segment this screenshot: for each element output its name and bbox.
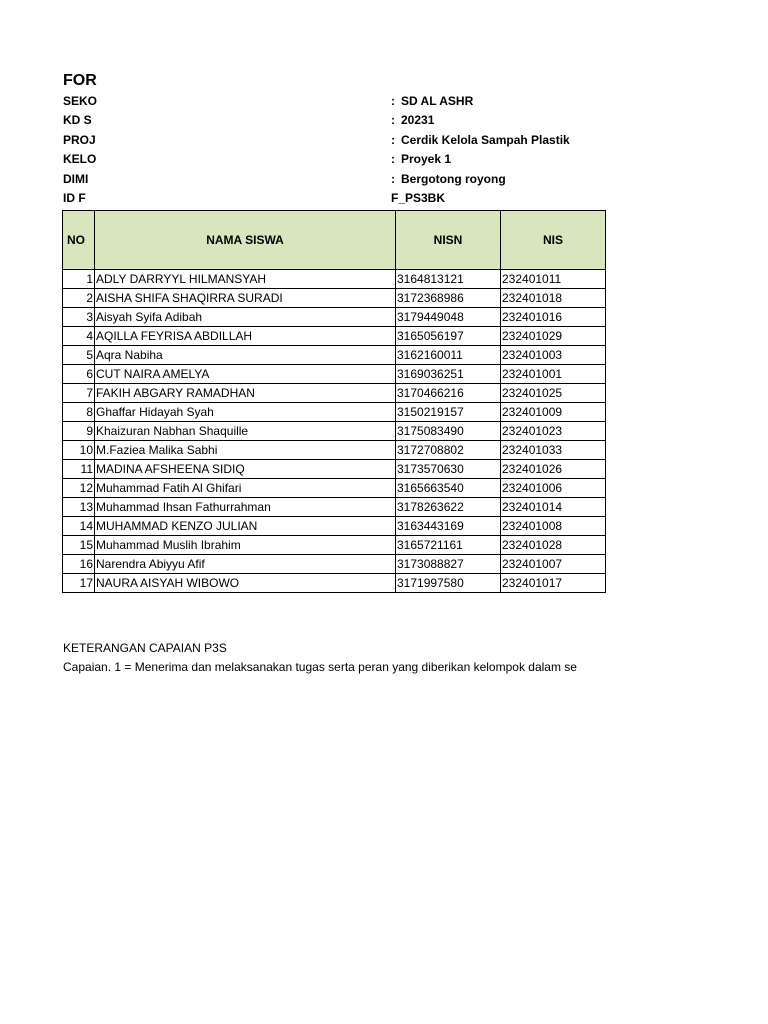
cell-nisn[interactable]: 3172368986 (396, 289, 501, 308)
table-row (63, 365, 606, 384)
cell-no[interactable]: 4 (63, 327, 95, 346)
cell-no[interactable]: 12 (63, 479, 95, 498)
table-row (63, 555, 606, 574)
cell-nisn[interactable]: 3150219157 (396, 403, 501, 422)
cell-no[interactable]: 5 (63, 346, 95, 365)
info-row-school-code (63, 111, 603, 130)
cell-no[interactable]: 7 (63, 384, 95, 403)
form-title: FOR (63, 72, 97, 89)
info-colon: : (391, 94, 395, 108)
cell-no[interactable]: 13 (63, 498, 95, 517)
cell-nis[interactable]: 232401023 (501, 422, 606, 441)
info-label: PROJ (63, 133, 96, 147)
table-row (63, 517, 606, 536)
student-table (62, 210, 606, 593)
cell-no[interactable]: 16 (63, 555, 95, 574)
cell-nisn[interactable]: 3165721161 (396, 536, 501, 555)
cell-name[interactable]: Khaizuran Nabhan Shaquille (95, 422, 396, 441)
cell-name[interactable]: ADLY DARRYYL HILMANSYAH (95, 270, 396, 289)
cell-nis[interactable]: 232401009 (501, 403, 606, 422)
cell-nisn[interactable]: 3170466216 (396, 384, 501, 403)
cell-name[interactable]: CUT NAIRA AMELYA (95, 365, 396, 384)
table-row (63, 460, 606, 479)
info-label: ID F (63, 191, 86, 205)
cell-name[interactable]: Aisyah Syifa Adibah (95, 308, 396, 327)
table-row (63, 479, 606, 498)
cell-no[interactable]: 3 (63, 308, 95, 327)
cell-no[interactable]: 1 (63, 270, 95, 289)
cell-nisn[interactable]: 3164813121 (396, 270, 501, 289)
notes-text: Capaian. 1 = Menerima dan melaksanakan tugas serta peran yang diberikan kelompok dalam se (63, 660, 577, 674)
column-header-nisn[interactable]: NISN (396, 211, 501, 270)
info-value: F_PS3BK (391, 191, 446, 205)
table-row (63, 403, 606, 422)
cell-nisn[interactable]: 3165056197 (396, 327, 501, 346)
cell-nis[interactable]: 232401014 (501, 498, 606, 517)
cell-name[interactable]: FAKIH ABGARY RAMADHAN (95, 384, 396, 403)
table-row (63, 270, 606, 289)
cell-nisn[interactable]: 3162160011 (396, 346, 501, 365)
table-row (63, 327, 606, 346)
cell-nis[interactable]: 232401017 (501, 574, 606, 593)
cell-nisn[interactable]: 3165663540 (396, 479, 501, 498)
info-value: 20231 (401, 113, 435, 127)
cell-name[interactable]: Muhammad Fatih Al Ghifari (95, 479, 396, 498)
cell-nis[interactable]: 232401008 (501, 517, 606, 536)
cell-nis[interactable]: 232401025 (501, 384, 606, 403)
info-label: SEKO (63, 94, 98, 108)
cell-nisn[interactable]: 3173088827 (396, 555, 501, 574)
cell-name[interactable]: Muhammad Ihsan Fathurrahman (95, 498, 396, 517)
table-header-row (63, 211, 606, 270)
table-row (63, 346, 606, 365)
cell-nisn[interactable]: 3163443169 (396, 517, 501, 536)
cell-no[interactable]: 8 (63, 403, 95, 422)
cell-nis[interactable]: 232401029 (501, 327, 606, 346)
cell-name[interactable]: MADINA AFSHEENA SIDIQ (95, 460, 396, 479)
cell-nisn[interactable]: 3169036251 (396, 365, 501, 384)
table-body (63, 270, 606, 593)
info-value: Bergotong royong (401, 172, 506, 186)
info-colon: : (391, 113, 395, 127)
cell-nis[interactable]: 232401007 (501, 555, 606, 574)
cell-nisn[interactable]: 3178263622 (396, 498, 501, 517)
cell-nisn[interactable]: 3179449048 (396, 308, 501, 327)
info-value: Cerdik Kelola Sampah Plastik (401, 133, 570, 147)
cell-name[interactable]: Muhammad Muslih Ibrahim (95, 536, 396, 555)
table-row (63, 441, 606, 460)
cell-no[interactable]: 15 (63, 536, 95, 555)
cell-nisn[interactable]: 3171997580 (396, 574, 501, 593)
table-row (63, 384, 606, 403)
table-row (63, 536, 606, 555)
info-label: KELO (63, 152, 97, 166)
cell-nis[interactable]: 232401026 (501, 460, 606, 479)
cell-no[interactable]: 14 (63, 517, 95, 536)
cell-name[interactable]: Ghaffar Hidayah Syah (95, 403, 396, 422)
info-row-form-id (63, 189, 603, 208)
cell-name[interactable]: MUHAMMAD KENZO JULIAN (95, 517, 396, 536)
cell-name[interactable]: NAURA AISYAH WIBOWO (95, 574, 396, 593)
info-value: Proyek 1 (401, 152, 452, 166)
info-label: KD S (63, 113, 92, 127)
cell-nis[interactable]: 232401003 (501, 346, 606, 365)
cell-nisn[interactable]: 3173570630 (396, 460, 501, 479)
info-label: DIMI (63, 172, 89, 186)
cell-name[interactable]: Narendra Abiyyu Afif (95, 555, 396, 574)
cell-nisn[interactable]: 3172708802 (396, 441, 501, 460)
cell-nis[interactable]: 232401033 (501, 441, 606, 460)
cell-name[interactable]: AISHA SHIFA SHAQIRRA SURADI (95, 289, 396, 308)
info-row-project (63, 131, 603, 150)
cell-name[interactable]: Aqra Nabiha (95, 346, 396, 365)
cell-no[interactable]: 2 (63, 289, 95, 308)
cell-nis[interactable]: 232401006 (501, 479, 606, 498)
cell-name[interactable]: M.Faziea Malika Sabhi (95, 441, 396, 460)
info-colon: : (391, 133, 395, 147)
column-header-nis[interactable]: NIS (501, 211, 606, 270)
cell-no[interactable]: 10 (63, 441, 95, 460)
column-header-name[interactable]: NAMA SISWA (95, 211, 396, 270)
info-row-group (63, 150, 603, 169)
info-row-school (63, 92, 603, 111)
cell-nis[interactable]: 232401018 (501, 289, 606, 308)
cell-nis[interactable]: 232401028 (501, 536, 606, 555)
info-row-dimension (63, 170, 603, 189)
cell-nis[interactable]: 232401016 (501, 308, 606, 327)
table-row (63, 308, 606, 327)
cell-nis[interactable]: 232401001 (501, 365, 606, 384)
cell-nis[interactable]: 232401011 (501, 270, 606, 289)
info-colon: : (391, 152, 395, 166)
notes-title: KETERANGAN CAPAIAN P3S (63, 641, 227, 655)
cell-name[interactable]: AQILLA FEYRISA ABDILLAH (95, 327, 396, 346)
cell-no[interactable]: 6 (63, 365, 95, 384)
table-row (63, 422, 606, 441)
cell-no[interactable]: 17 (63, 574, 95, 593)
table-row (63, 289, 606, 308)
cell-no[interactable]: 9 (63, 422, 95, 441)
cell-nisn[interactable]: 3175083490 (396, 422, 501, 441)
column-header-no[interactable]: NO (63, 211, 95, 270)
table-row (63, 574, 606, 593)
info-colon: : (391, 172, 395, 186)
info-value: SD AL ASHR (401, 94, 474, 108)
table-row (63, 498, 606, 517)
cell-no[interactable]: 11 (63, 460, 95, 479)
